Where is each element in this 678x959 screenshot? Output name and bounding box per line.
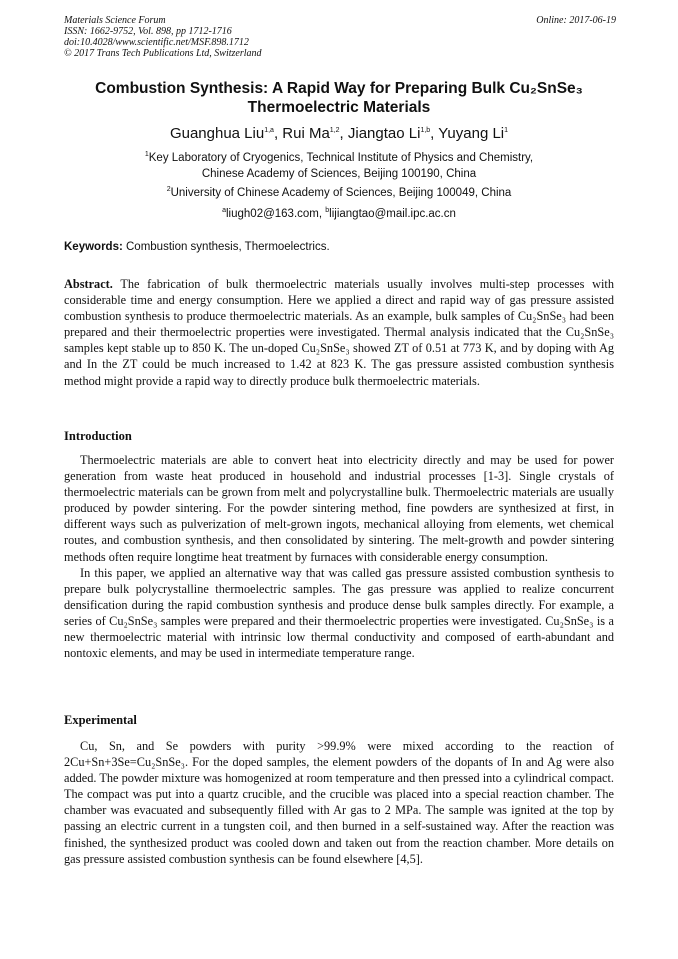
paragraph: In this paper, we applied an alternative way that was called gas pressure assisted combustion synthesis to prepare bulk polycrystalline thermoelectric samples. The gas pressure was applied to realize concurrent densification during the rapid combustion synthesis and produce dense bulk samples directly. For example, a series of Cu₂SnSe₃ samples were prepared and their thermoelectric properties were investigated. Cu₂SnSe₃ is a new thermoelectric material with intrinsic low thermal conductivity and composed of earth-abundant and nontoxic elements, and may be used in intermediate temperature range. (64, 565, 614, 661)
journal-header (64, 15, 262, 59)
section-heading-experimental: Experimental (64, 713, 137, 727)
experimental-body (64, 738, 614, 867)
paragraph: Thermoelectric materials are able to convert heat into electricity directly and may be used for power generation from waste heat produced in household and industrial processes [1-3]. Single crystals of thermoelectric materials can be grown from melt and polycrystalline bulk. Thermoelectric materials are usually produced by powder sintering. For the powder sintering method, fine powders are synthesized at first, in different ways such as pulverization of melt-grown ingots, mechanical alloying from elements, wet chemical routes, and combustion synthesis, and then consolidated by sintering. The melt-growth and powder sintering methods often require longtime heat treatment by furnaces with considerable energy consumption. (64, 453, 614, 564)
journal-name: Materials Science Forum (64, 15, 166, 26)
author-emails: $^a$liugh02@163.com, $^b$lijiangtao@mail.ipc.ac.cn (222, 207, 456, 220)
author: Yuyang Li$^1$ (438, 125, 509, 142)
section-heading-introduction: Introduction (64, 429, 132, 443)
author: Rui Ma$^{1,2}$, (282, 125, 348, 142)
author-list (40, 125, 638, 142)
abstract-label: Abstract. (64, 277, 113, 291)
affiliation-1: $^1$Key Laboratory of Cryogenics, Technical Institute of Physics and Chemistry, Chinese Academy of Sciences, Beijing 100190, China (144, 151, 534, 180)
abstract-text: The fabrication of bulk thermoelectric materials usually involves multi-step processes with considerable time and energy consumption. Here we applied a direct and rapid way of gas pressure assisted combustion synthesis to produce thermoelectric materials. As an example, bulk samples of Cu₂SnSe₃ had been prepared and their thermoelectric properties were investigated. Thermal analysis indicated that the Cu₂SnSe₃ samples kept stable up to 850 K. The un-doped Cu₂SnSe₃ showed ZT of 0.51 at 773 K, and by doping with Ag and In the ZT could be much increased to 1.42 at 823 K. The gas pressure assisted combustion synthesis method might provide a rapid way to directly produce bulk thermoelectric materials. (64, 277, 614, 388)
abstract (64, 276, 614, 389)
title-line-2: Thermoelectric Materials (247, 99, 431, 116)
title-line-1: Combustion Synthesis: A Rapid Way for Preparing Bulk Cu₂SnSe₃ (95, 80, 583, 97)
author: Guanghua Liu$^{1,a}$, (169, 125, 283, 142)
online-date: Online: 2017-06-19 (536, 15, 616, 26)
doi: doi:10.4028/www.scientific.net/MSF.898.1712 (64, 37, 249, 48)
paper-title (40, 79, 638, 117)
paragraph: Cu, Sn, and Se powders with purity >99.9% were mixed according to the reaction of 2Cu+Sn+3Se=Cu₂SnSe₃. For the doped samples, the element powders of the dopants of In and Ag were also added. The powder mixture was homogenized at room temperature and then pressed into a cylindrical compact. The compact was put into a quartz crucible, and the crucible was placed into a special reaction chamber. The chamber was evacuated and subsequently filled with Ar gas to 2 MPa. The sample was ignited at the top by passing an electric current in a tungsten coil, and then burned in a self-sustained way. After the reaction was finished, the synthesized product was cooled down and taken out from the reaction chamber. More details on gas pressure assisted combustion synthesis can be found elsewhere [4,5]. (64, 739, 614, 866)
affiliation-2: $^2$University of Chinese Academy of Sciences, Beijing 100049, China (166, 186, 512, 199)
copyright: © 2017 Trans Tech Publications Ltd, Switzerland (64, 48, 262, 59)
introduction-body (64, 452, 614, 661)
author: Jiangtao Li$^{1,b}$, (347, 125, 439, 142)
issn: ISSN: 1662-9752, Vol. 898, pp 1712-1716 (64, 26, 232, 37)
keywords: Keywords: Combustion synthesis, Thermoelectrics. (64, 241, 330, 253)
